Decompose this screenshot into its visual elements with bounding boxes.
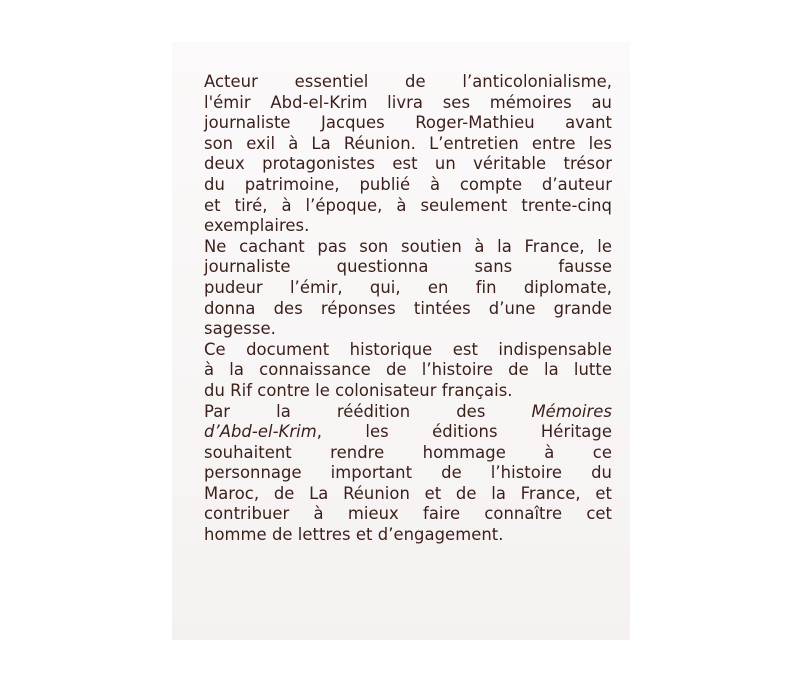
book-title-italic: d’Abd-el-Krim: [204, 422, 317, 442]
back-cover-text: [204, 72, 612, 546]
text-plain: Par la réédition des: [204, 401, 486, 421]
paragraph-document: [204, 340, 612, 402]
book-title-italic: Mémoires: [531, 401, 613, 421]
text-line: et tiré, à l’époque, à seulement trente-cinq: [204, 195, 612, 215]
text-line: [204, 422, 612, 443]
text-plain: , les éditions Héritage: [316, 422, 612, 442]
text-line: exemplaires.: [204, 216, 310, 236]
text-line: journaliste Jacques Roger-Mathieu avant: [204, 113, 612, 133]
text-line: à la connaissance de l’histoire de la lutte: [204, 360, 612, 380]
paragraph-journalist: [204, 237, 612, 340]
text-line: contribuer à mieux faire connaître cet: [204, 504, 612, 524]
text-line: journaliste questionna sans fausse: [204, 257, 612, 277]
text-line: son exil à La Réunion. L’entretien entre les: [204, 133, 612, 153]
text-line: l'émir Abd-el-Krim livra ses mémoires au: [204, 92, 612, 112]
text-line: Ne cachant pas son soutien à la France, le: [204, 236, 612, 256]
text-line: Maroc, de La Réunion et de la France, et: [204, 483, 612, 503]
paragraph-intro: [204, 72, 612, 237]
text-line: homme de lettres et d’engagement.: [204, 525, 504, 545]
text-line: deux protagonistes est un véritable trésor: [204, 154, 612, 174]
text-line: Acteur essentiel de l’anticolonialisme,: [204, 72, 612, 91]
text-line: souhaitent rendre hommage à ce: [204, 442, 612, 462]
text-line: [204, 402, 612, 423]
text-line: donna des réponses tintées d’une grande: [204, 298, 612, 318]
text-line: Ce document historique est indispensable: [204, 339, 612, 359]
paragraph-reedition: [204, 402, 612, 546]
text-line: du Rif contre le colonisateur français.: [204, 380, 513, 400]
text-line: du patrimoine, publié à compte d’auteur: [204, 174, 612, 194]
text-line: personnage important de l’histoire du: [204, 463, 612, 483]
text-line: sagesse.: [204, 319, 276, 339]
text-line: pudeur l’émir, qui, en fin diplomate,: [204, 277, 612, 297]
